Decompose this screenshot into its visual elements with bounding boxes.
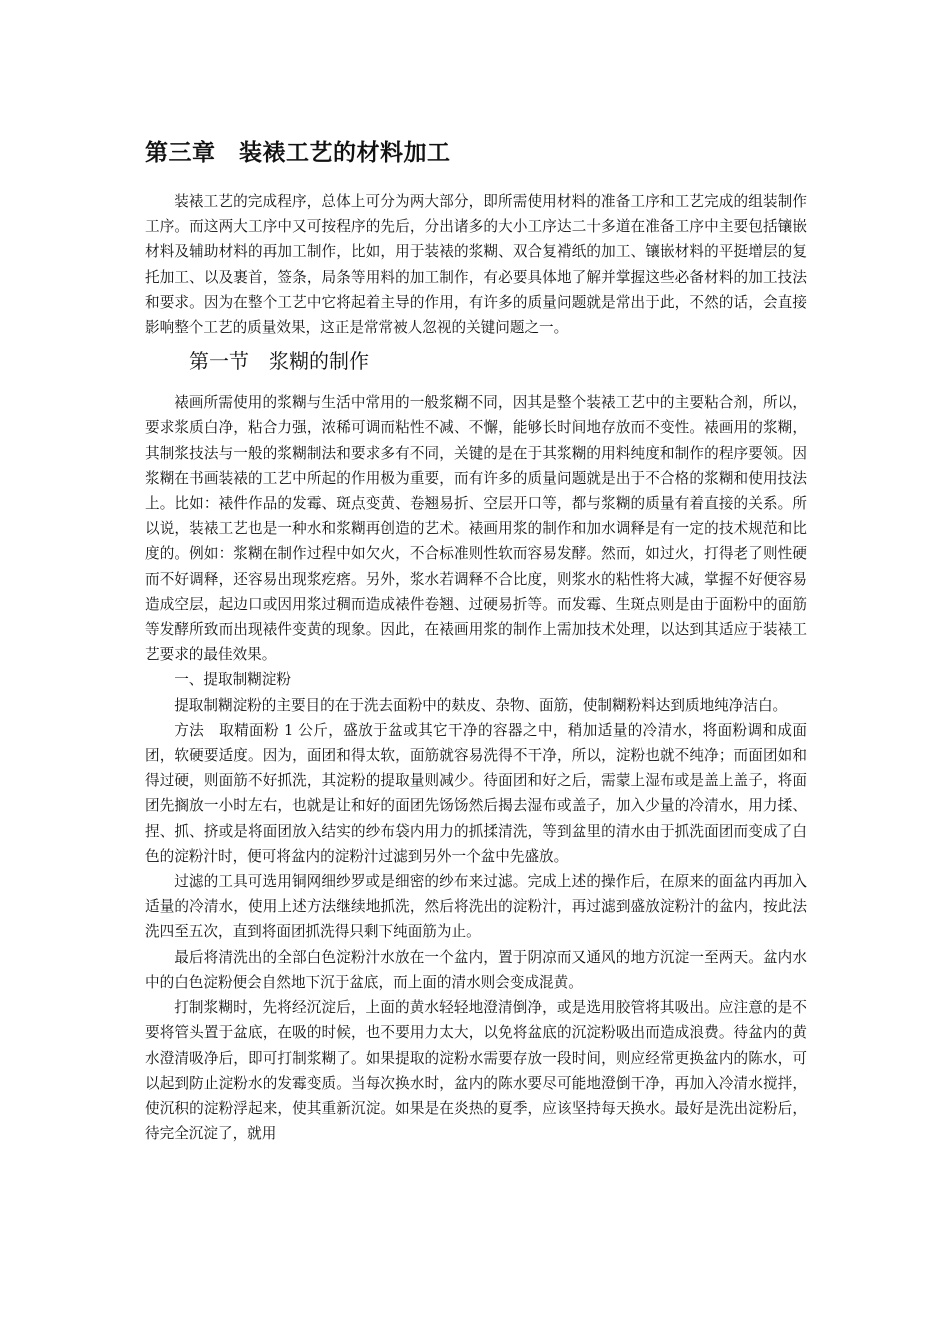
body-paragraph: 提取制糊淀粉的主要目的在于洗去面粉中的麸皮、杂物、面筋，使制糊粉料达到质地纯净洁白。	[174, 696, 788, 714]
page-content	[145, 137, 807, 1146]
body-paragraph: 最后将清洗出的全部白色淀粉汁水放在一个盆内，置于阴凉而又通风的地方沉淀一至两天。盆内水中的白色淀粉便会自然地下沉于盆底，而上面的清水则会变成混黄。	[145, 948, 807, 991]
section-paragraph: 裱画所需使用的浆糊与生活中常用的一般浆糊不同，因其是整个装裱工艺中的主要粘合剂，所以，要求浆质白净，粘合力强，浓稀可调而粘性不减、不懈，能够长时间地存放而不变性。裱画用的浆糊，其制浆技法与一般的浆糊制法和要求多有不同，关键的是在于其浆糊的用料纯度和制作的程序要领。因浆糊在书画装裱的工艺中所起的作用极为重要，而有许多的质量问题就是出于不合格的浆糊和使用技法上。比如：裱件作品的发霉、斑点变黄、卷翘易折、空层开口等，都与浆糊的质量有着直接的关系。所以说，装裱工艺也是一种水和浆糊再创造的艺术。裱画用浆的制作和加水调释是有一定的技术规范和比度的。例如：浆糊在制作过程中如欠火，不合标准则性软而容易发酵。然而，如过火，打得老了则性硬而不好调释，还容易出现浆疙瘩。另外，浆水若调释不合比度，则浆水的粘性将大减，掌握不好便容易造成空层，起边口或因用浆过稠而造成裱件卷翘、过硬易折等。而发霉、生斑点则是由于面粉中的面筋等发酵所致而出现裱件变黄的现象。因此，在裱画用浆的制作上需加技术处理，以达到其适应于装裱工艺要求的最佳效果。	[145, 394, 807, 664]
body-paragraph: 方法 取精面粉 1 公斤，盛放于盆或其它干净的容器之中，稍加适量的冷清水，将面粉调和成面团，软硬要适度。因为，面团和得太软，面筋就容易洗得不干净，所以，淀粉也就不纯净；而面团如和得过硬，则面筋不好抓洗，其淀粉的提取量则减少。待面团和好之后，需蒙上湿布或是盖上盖子，将面团先搁放一小时左右，也就是让和好的面团先饧饧然后揭去湿布或盖子，加入少量的冷清水，用力揉、捏、抓、挤或是将面团放入结实的纱布袋内用力的抓揉清洗，等到盆里的清水由于抓洗面团而变成了白色的淀粉汁时，便可将盆内的淀粉汁过滤到另外一个盆中先盛放。	[145, 721, 807, 865]
body-paragraph: 过滤的工具可选用铜网细纱罗或是细密的纱布来过滤。完成上述的操作后，在原来的面盆内再加入适量的冷清水，使用上述方法继续地抓洗，然后将洗出的淀粉汁，再过滤到盛放淀粉汁的盆内，按此法洗四至五次，直到将面团抓洗得只剩下纯面筋为止。	[145, 873, 807, 941]
subsection-heading: 一、提取制糊淀粉	[174, 671, 291, 689]
chapter-title: 第三章 装裱工艺的材料加工	[145, 140, 451, 166]
body-paragraph: 打制浆糊时，先将经沉淀后，上面的黄水轻轻地澄清倒净，或是选用胶管将其吸出。应注意的是不要将管头置于盆底，在吸的时候，也不要用力太大，以免将盆底的沉淀粉吸出而造成浪费。待盆内的黄水澄清吸净后，即可打制浆糊了。如果提取的淀粉水需要存放一段时间，则应经常更换盆内的陈水，可以起到防止淀粉水的发霉变质。当每次换水时，盆内的陈水要尽可能地澄倒干净，再加入冷清水搅拌，使沉积的淀粉浮起来，使其重新沉淀。如果是在炎热的夏季，应该坚持每天换水。最好是洗出淀粉后，待完全沉淀了，就用	[145, 999, 807, 1143]
section-title: 第一节 浆糊的制作	[189, 349, 369, 374]
intro-paragraph: 装裱工艺的完成程序，总体上可分为两大部分，即所需使用材料的准备工序和工艺完成的组装制作工序。而这两大工序中又可按程序的先后，分出诸多的大小工序达二十多道在准备工序中主要包括镶嵌材料及辅助材料的再加工制作，比如，用于装裱的浆糊、双合复褙纸的加工、镶嵌材料的平挺增层的复托加工、以及裹首，签条，局条等用料的加工制作，有必要具体地了解并掌握这些必备材料的加工技法和要求。因为在整个工艺中它将起着主导的作用，有许多的质量问题就是常出于此，不然的话，会直接影响整个工艺的质量效果，这正是常常被人忽视的关键问题之一。	[145, 193, 807, 337]
